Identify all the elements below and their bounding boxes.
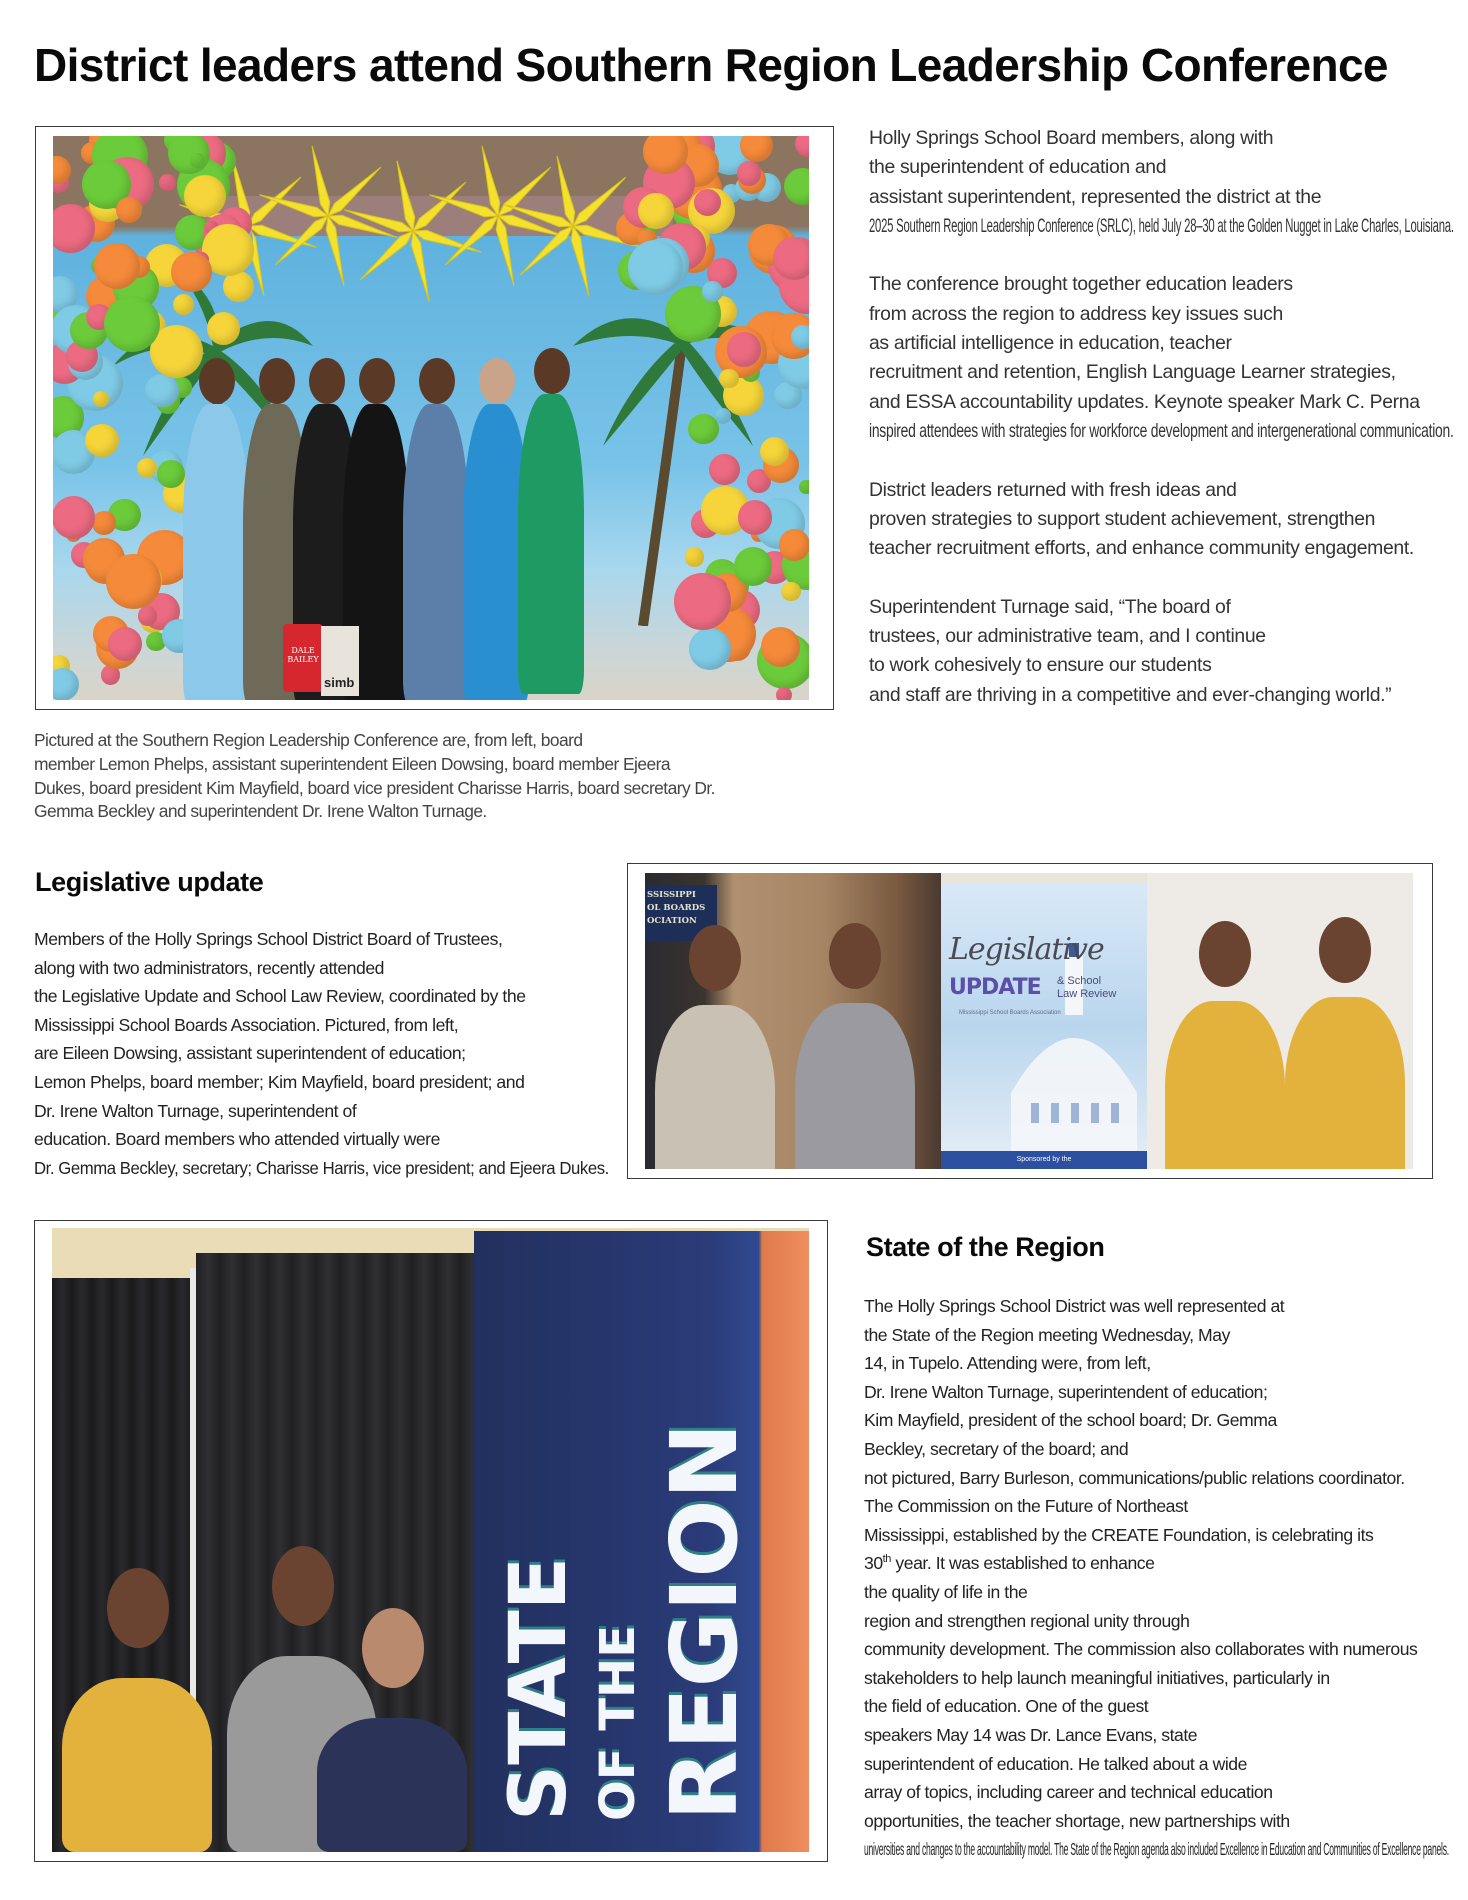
sign-update-text: UPDATE <box>949 975 1041 1000</box>
article-title: District leaders attend Southern Region Leadership Conference <box>34 39 1388 91</box>
text-line: speakers May 14 was Dr. Lance Evans, state <box>864 1724 1198 1745</box>
text-line: assistant superintendent, represented the district at the <box>869 185 1322 208</box>
balloon <box>781 582 800 601</box>
srlc-paragraph-1 <box>869 124 1468 241</box>
text-line: array of topics, including career and technical education <box>864 1782 1273 1803</box>
balloon <box>157 460 184 487</box>
state-region-heading: State of the Region <box>866 1232 1105 1262</box>
person-figure <box>518 394 584 694</box>
person-head <box>362 1608 424 1688</box>
balloon <box>688 414 719 445</box>
balloon <box>734 547 772 585</box>
person-head <box>829 923 881 989</box>
sign-sponsor-strip: Sponsored by the <box>941 1151 1147 1169</box>
person-figure <box>1165 1001 1285 1169</box>
sign-association-text: Mississippi School Boards Association <box>959 1010 1061 1016</box>
text-line: 30th year. It was established to enhance <box>864 1553 1155 1574</box>
text-line: education. Board members who attended virtually were <box>34 1129 440 1150</box>
msba-banner-line1: SSISSIPPI <box>647 890 696 900</box>
balloon <box>108 627 142 661</box>
legislative-update-sign <box>941 883 1147 1169</box>
text-line: Lemon Phelps, board member; Kim Mayfield, board president; and <box>34 1071 525 1092</box>
balloon <box>137 458 157 478</box>
msba-banner-line2: OL BOARDS <box>647 903 706 913</box>
srlc-photo-caption-text <box>34 729 715 824</box>
text-line: Dr. Irene Walton Turnage, superintendent of <box>34 1100 357 1121</box>
bag-brand-line1: DALE <box>291 646 315 655</box>
state-of-region-banner <box>474 1231 809 1852</box>
balloon <box>223 271 254 302</box>
balloon <box>685 547 705 567</box>
text-line: and staff are thriving in a competitive and ever-changing world.” <box>869 683 1392 706</box>
text-line: member Lemon Phelps, assistant superintendent Eileen Dowsing, board member Ejeera <box>34 753 670 774</box>
person-head <box>259 358 295 404</box>
text-line: proven strategies to support student achievement, strengthen <box>869 507 1376 530</box>
srlc-article-body <box>869 124 1468 710</box>
person-head <box>1199 921 1251 987</box>
balloon <box>737 161 762 186</box>
balloon <box>638 193 674 229</box>
balloon <box>85 424 118 457</box>
bag-brand-line2: BAILEY <box>287 655 319 664</box>
balloon <box>776 687 792 700</box>
red-tote-bag <box>283 624 323 692</box>
legislative-group-photo <box>645 873 1413 1169</box>
text-line: the quality of life in the <box>864 1581 1028 1602</box>
balloon <box>184 175 226 217</box>
text-line: inspired attendees with strategies for workforce development and intergenerational communication. <box>869 419 1454 442</box>
text-line: The Commission on the Future of Northeast <box>864 1496 1188 1517</box>
person-figure <box>183 404 249 700</box>
text-line: community development. The commission also collaborates with numerous <box>864 1639 1418 1660</box>
balloon <box>689 628 731 670</box>
text-line: The Holly Springs School District was well represented at <box>864 1296 1285 1316</box>
text-line: trustees, our administrative team, and I continue <box>869 625 1266 648</box>
sign-school-line2: Law Review <box>1057 988 1117 1000</box>
balloon <box>702 281 723 302</box>
legislative-body-text <box>34 925 639 1182</box>
person-figure <box>403 404 469 700</box>
balloon <box>795 136 809 157</box>
text-line: the superintendent of education and <box>869 156 1167 179</box>
banner-region-text: REGION <box>651 1422 758 1821</box>
legislative-heading: Legislative update <box>35 867 264 897</box>
person-figure <box>317 1718 467 1852</box>
balloon <box>106 554 160 608</box>
text-line: Mississippi, established by the CREATE Foundation, is celebrating its <box>864 1524 1374 1545</box>
balloon <box>94 243 140 289</box>
person-figure <box>795 1003 915 1169</box>
text-line: universities and changes to the accountability model. The State of the Region agenda also included Excellence in Education and Communities of Excellence panels. <box>864 1839 1449 1860</box>
state-region-body-text <box>864 1292 1468 1864</box>
text-line: the field of education. One of the guest <box>864 1696 1149 1717</box>
srlc-paragraph-2 <box>869 270 1468 446</box>
balloon <box>784 168 809 205</box>
text-line: Dr. Gemma Beckley, secretary; Charisse Harris, vice president; and Ejeera Dukes. <box>34 1157 609 1178</box>
text-line: superintendent of education. He talked about a wide <box>864 1753 1247 1774</box>
balloon <box>799 480 809 494</box>
text-line: opportunities, the teacher shortage, new partnerships with <box>864 1810 1290 1831</box>
balloon <box>761 627 800 666</box>
srlc-paragraph-4 <box>869 593 1468 710</box>
text-line: District leaders returned with fresh ideas and <box>869 478 1237 501</box>
text-line: to work cohesively to ensure our students <box>869 654 1212 677</box>
text-line: Dukes, board president Kim Mayfield, board vice president Charisse Harris, board secretary Dr. <box>34 777 715 798</box>
person-head <box>272 1546 334 1626</box>
person-figure <box>62 1678 212 1852</box>
text-line: Beckley, secretary of the board; and <box>864 1438 1129 1459</box>
text-line: from across the region to address key issues such <box>869 302 1283 325</box>
text-line: stakeholders to help launch meaningful initiatives, particularly in <box>864 1667 1330 1688</box>
balloon <box>138 606 158 626</box>
balloon <box>760 437 789 466</box>
person-head <box>359 358 395 404</box>
person-head <box>479 358 515 404</box>
balloon <box>207 312 240 345</box>
text-line: recruitment and retention, English Language Learner strategies, <box>869 361 1396 384</box>
person-head <box>689 925 741 991</box>
balloon <box>190 153 205 168</box>
banner-of-the-text: OF THE <box>590 1624 646 1821</box>
person-head <box>309 358 345 404</box>
balloon <box>92 511 115 534</box>
text-line: Kim Mayfield, president of the school board; Dr. Gemma <box>864 1410 1277 1431</box>
text-line: Mississippi School Boards Association. Pictured, from left, <box>34 1014 459 1035</box>
text-line: as artificial intelligence in education, teacher <box>869 332 1232 355</box>
balloon <box>773 237 809 280</box>
balloon <box>116 197 142 223</box>
person-head <box>534 348 570 394</box>
text-line: Pictured at the Southern Region Leadership Conference are, from left, board <box>34 730 583 750</box>
balloon <box>628 240 683 295</box>
srlc-group-photo <box>53 136 809 700</box>
person-figure <box>1285 997 1405 1169</box>
state-region-body <box>864 1292 1468 1864</box>
text-line: Dr. Irene Walton Turnage, superintendent of education; <box>864 1381 1268 1402</box>
person-head <box>107 1568 169 1648</box>
legislative-body <box>34 925 639 1182</box>
person-head <box>199 358 235 404</box>
balloon <box>694 189 721 216</box>
balloon <box>779 529 809 560</box>
balloon <box>674 573 731 630</box>
balloon <box>727 332 762 367</box>
text-line: along with two administrators, recently attended <box>34 957 385 978</box>
text-line: the State of the Region meeting Wednesday, May <box>864 1324 1230 1345</box>
text-line: the Legislative Update and School Law Review, coordinated by the <box>34 986 526 1007</box>
balloon <box>53 496 95 539</box>
text-line: Members of the Holly Springs School District Board of Trustees, <box>34 929 503 949</box>
balloon <box>719 369 738 388</box>
text-line: Gemma Beckley and superintendent Dr. Irene Walton Turnage. <box>34 801 487 822</box>
text-line: Holly Springs School Board members, along with <box>869 127 1274 149</box>
msba-banner-line3: OCIATION <box>647 916 697 926</box>
balloon <box>145 374 178 407</box>
person-head <box>419 358 455 404</box>
text-line: The conference brought together education leaders <box>869 273 1293 296</box>
srlc-paragraph-3 <box>869 476 1468 564</box>
text-line: not pictured, Barry Burleson, communications/public relations coordinator. <box>864 1467 1405 1488</box>
text-line: are Eileen Dowsing, assistant superintendent of education; <box>34 1043 466 1064</box>
balloon <box>53 204 95 253</box>
person-head <box>1319 917 1371 983</box>
text-line: teacher recruitment efforts, and enhance community engagement. <box>869 537 1414 560</box>
ordinal-suffix: th <box>882 1553 891 1566</box>
text-line: 14, in Tupelo. Attending were, from left, <box>864 1353 1151 1374</box>
balloon <box>171 252 211 292</box>
banner-state-text: STATE <box>494 1556 584 1821</box>
balloon <box>709 454 741 486</box>
text-line: region and strengthen regional unity through <box>864 1610 1190 1631</box>
sign-school-line1: & School <box>1057 975 1102 987</box>
text-line: 2025 Southern Region Leadership Conference (SRLC), held July 28–30 at the Golden Nugget in Lake Charles, Louisiana. <box>869 214 1454 237</box>
sign-school-law-text <box>1057 975 1116 1001</box>
text-line: and ESSA accountability updates. Keynote speaker Mark C. Perna <box>869 390 1420 413</box>
text-line: Superintendent Turnage said, “The board of <box>869 595 1231 618</box>
sign-script-text: Legislative <box>949 932 1104 967</box>
balloon <box>53 668 79 700</box>
person-figure <box>655 1005 775 1169</box>
balloon <box>173 294 194 315</box>
tote-bag-text: simb <box>324 675 355 690</box>
srlc-photo-caption <box>34 729 715 824</box>
state-region-group-photo <box>52 1228 809 1852</box>
